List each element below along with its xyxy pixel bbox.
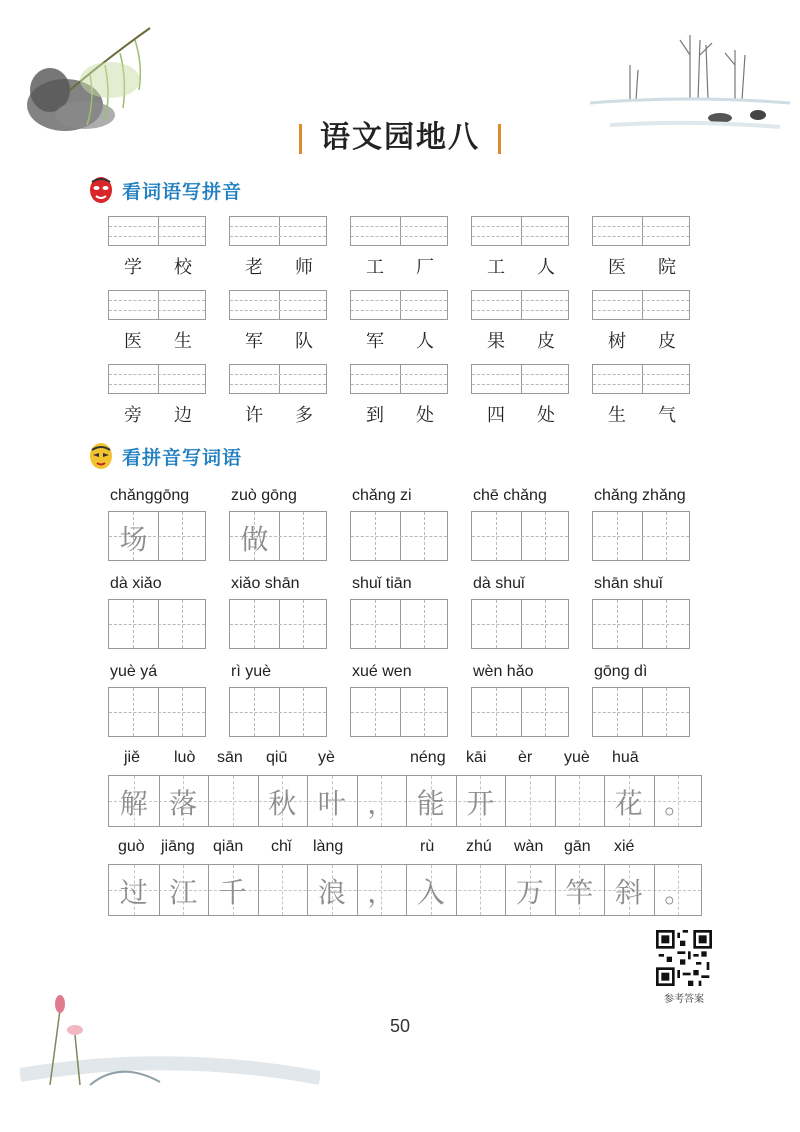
character-writing-box[interactable] [350,511,448,561]
pinyin-writing-box[interactable] [592,364,690,394]
word-character: 师 [295,257,313,278]
pinyin-prompt: chǎng zi [352,487,412,504]
page-number: 50 [389,1016,411,1036]
pinyin-prompt: shān shuǐ [594,575,663,592]
pinyin-writing-box[interactable] [108,290,206,320]
sentence-character: ， [367,876,396,909]
character-writing-box[interactable] [592,687,690,737]
word-character: 旁 [124,405,142,426]
sentence-character: 花 [614,787,643,820]
character-writing-box[interactable] [108,511,206,561]
qr-code-label: 参考答案 [664,994,704,1005]
sentence-character: 入 [416,876,445,909]
sentence-character: 叶 [317,787,346,820]
lotus-illustration [20,990,320,1090]
pinyin-writing-box[interactable] [471,216,569,246]
pinyin-writing-box[interactable] [592,216,690,246]
pinyin-writing-box[interactable] [229,364,327,394]
pinyin-writing-box[interactable] [350,364,448,394]
sentence-pinyin: sān [217,749,243,766]
qr-code-icon[interactable] [656,930,712,986]
sentence-pinyin: huā [612,749,639,766]
pinyin-prompt: wèn hǎo [473,663,534,680]
word-character: 工 [366,257,384,278]
word-character: 队 [295,331,313,352]
pinyin-prompt: chǎng zhǎng [594,487,686,504]
pinyin-prompt: gōng dì [594,663,648,680]
page-title [0,112,800,156]
sentence-pinyin: jiě [124,749,141,766]
pinyin-writing-box[interactable] [108,216,206,246]
sentence-writing-row[interactable] [108,775,702,827]
sentence-pinyin: jiāng [161,838,195,855]
word-character: 军 [366,331,384,352]
sentence-pinyin: zhú [466,838,492,855]
sentence-character: 江 [169,876,198,909]
pinyin-prompt: chē chǎng [473,487,547,504]
character-writing-box[interactable] [229,599,327,649]
word-character: 生 [608,405,626,426]
word-character: 人 [537,257,555,278]
pinyin-writing-box[interactable] [229,290,327,320]
word-character: 院 [658,257,676,278]
character-writing-box[interactable] [229,511,327,561]
sentence-writing-row[interactable] [108,864,702,916]
sentence-character: 浪 [317,876,346,909]
character-writing-box[interactable] [229,687,327,737]
section-heading-write-words [88,442,242,470]
word-character: 四 [487,405,505,426]
sentence-pinyin: néng [410,749,446,766]
word-character: 军 [245,331,263,352]
word-character: 厂 [416,257,434,278]
word-character: 医 [124,331,142,352]
character-writing-box[interactable] [350,687,448,737]
pinyin-prompt: dà shuǐ [473,575,525,592]
word-character: 皮 [537,331,555,352]
pinyin-writing-box[interactable] [108,364,206,394]
word-character: 处 [537,405,555,426]
section-heading-write-pinyin [88,176,242,204]
word-character: 工 [487,257,505,278]
pinyin-writing-box[interactable] [229,216,327,246]
pinyin-prompt: chǎnggōng [110,487,190,504]
character-writing-box[interactable] [350,599,448,649]
sentence-pinyin: làng [313,838,344,855]
opera-mask-yellow-icon [88,442,114,470]
character-writing-box[interactable] [471,687,569,737]
word-character: 学 [124,257,142,278]
word-character: 生 [174,331,192,352]
pinyin-prompt: xué wen [352,663,412,680]
word-character: 人 [416,331,434,352]
sentence-pinyin: yè [318,749,335,766]
section-heading-text: 看拼音写词语 [122,446,243,469]
pinyin-prompt: dà xiǎo [110,575,162,592]
pinyin-writing-box[interactable] [350,216,448,246]
sentence-pinyin: xié [614,838,635,855]
word-character: 到 [366,405,384,426]
sentence-character: 万 [515,876,544,909]
character-writing-box[interactable] [592,511,690,561]
pinyin-prompt: yuè yá [110,663,158,680]
pinyin-writing-box[interactable] [471,290,569,320]
word-character: 许 [245,405,263,426]
sentence-character: 竿 [565,876,594,909]
sentence-character: 。 [664,787,693,820]
sentence-pinyin: qiān [213,838,244,855]
word-character: 边 [174,405,192,426]
pinyin-writing-box[interactable] [471,364,569,394]
sentence-pinyin: gān [564,838,591,855]
word-character: 校 [174,257,192,278]
sentence-pinyin: rù [420,838,435,855]
opera-mask-red-icon [88,176,114,204]
sentence-pinyin: chǐ [271,838,292,855]
pinyin-writing-box[interactable] [350,290,448,320]
character-writing-box[interactable] [471,511,569,561]
character-writing-box[interactable] [108,687,206,737]
sentence-character: 开 [466,787,495,820]
pinyin-prompt: xiǎo shān [231,575,300,592]
word-character: 皮 [658,331,676,352]
title-text: 语文园地八 [320,120,480,155]
sentence-character: 能 [416,787,445,820]
sentence-character: 过 [119,876,148,909]
pinyin-prompt: rì yuè [231,663,272,680]
title-right-bar [498,124,501,154]
word-character: 果 [487,331,505,352]
sentence-character: ， [367,787,396,820]
sentence-character: 斜 [614,876,643,909]
sentence-pinyin: kāi [466,749,487,766]
sentence-character: 。 [664,876,693,909]
sentence-character: 千 [218,876,247,909]
word-character: 树 [608,331,626,352]
sentence-pinyin: luò [174,749,196,766]
sentence-pinyin: qiū [266,749,288,766]
sentence-character: 解 [119,787,148,820]
word-character: 气 [658,405,676,426]
traced-character: 场 [119,523,148,556]
pinyin-prompt: zuò gōng [231,487,297,504]
sentence-pinyin: èr [518,749,533,766]
character-writing-box[interactable] [108,599,206,649]
word-character: 处 [416,405,434,426]
pinyin-prompt: shuǐ tiān [352,575,412,592]
title-left-bar [299,124,302,154]
section-heading-text: 看词语写拼音 [122,180,243,203]
sentence-pinyin: guò [118,838,145,855]
word-character: 医 [608,257,626,278]
character-writing-box[interactable] [471,599,569,649]
sentence-pinyin: yuè [564,749,590,766]
word-character: 多 [295,405,313,426]
sentence-character: 落 [169,787,198,820]
character-writing-box[interactable] [592,599,690,649]
traced-character: 做 [240,523,269,556]
pinyin-writing-box[interactable] [592,290,690,320]
sentence-pinyin: wàn [514,838,544,855]
sentence-character: 秋 [268,787,297,820]
word-character: 老 [245,257,263,278]
